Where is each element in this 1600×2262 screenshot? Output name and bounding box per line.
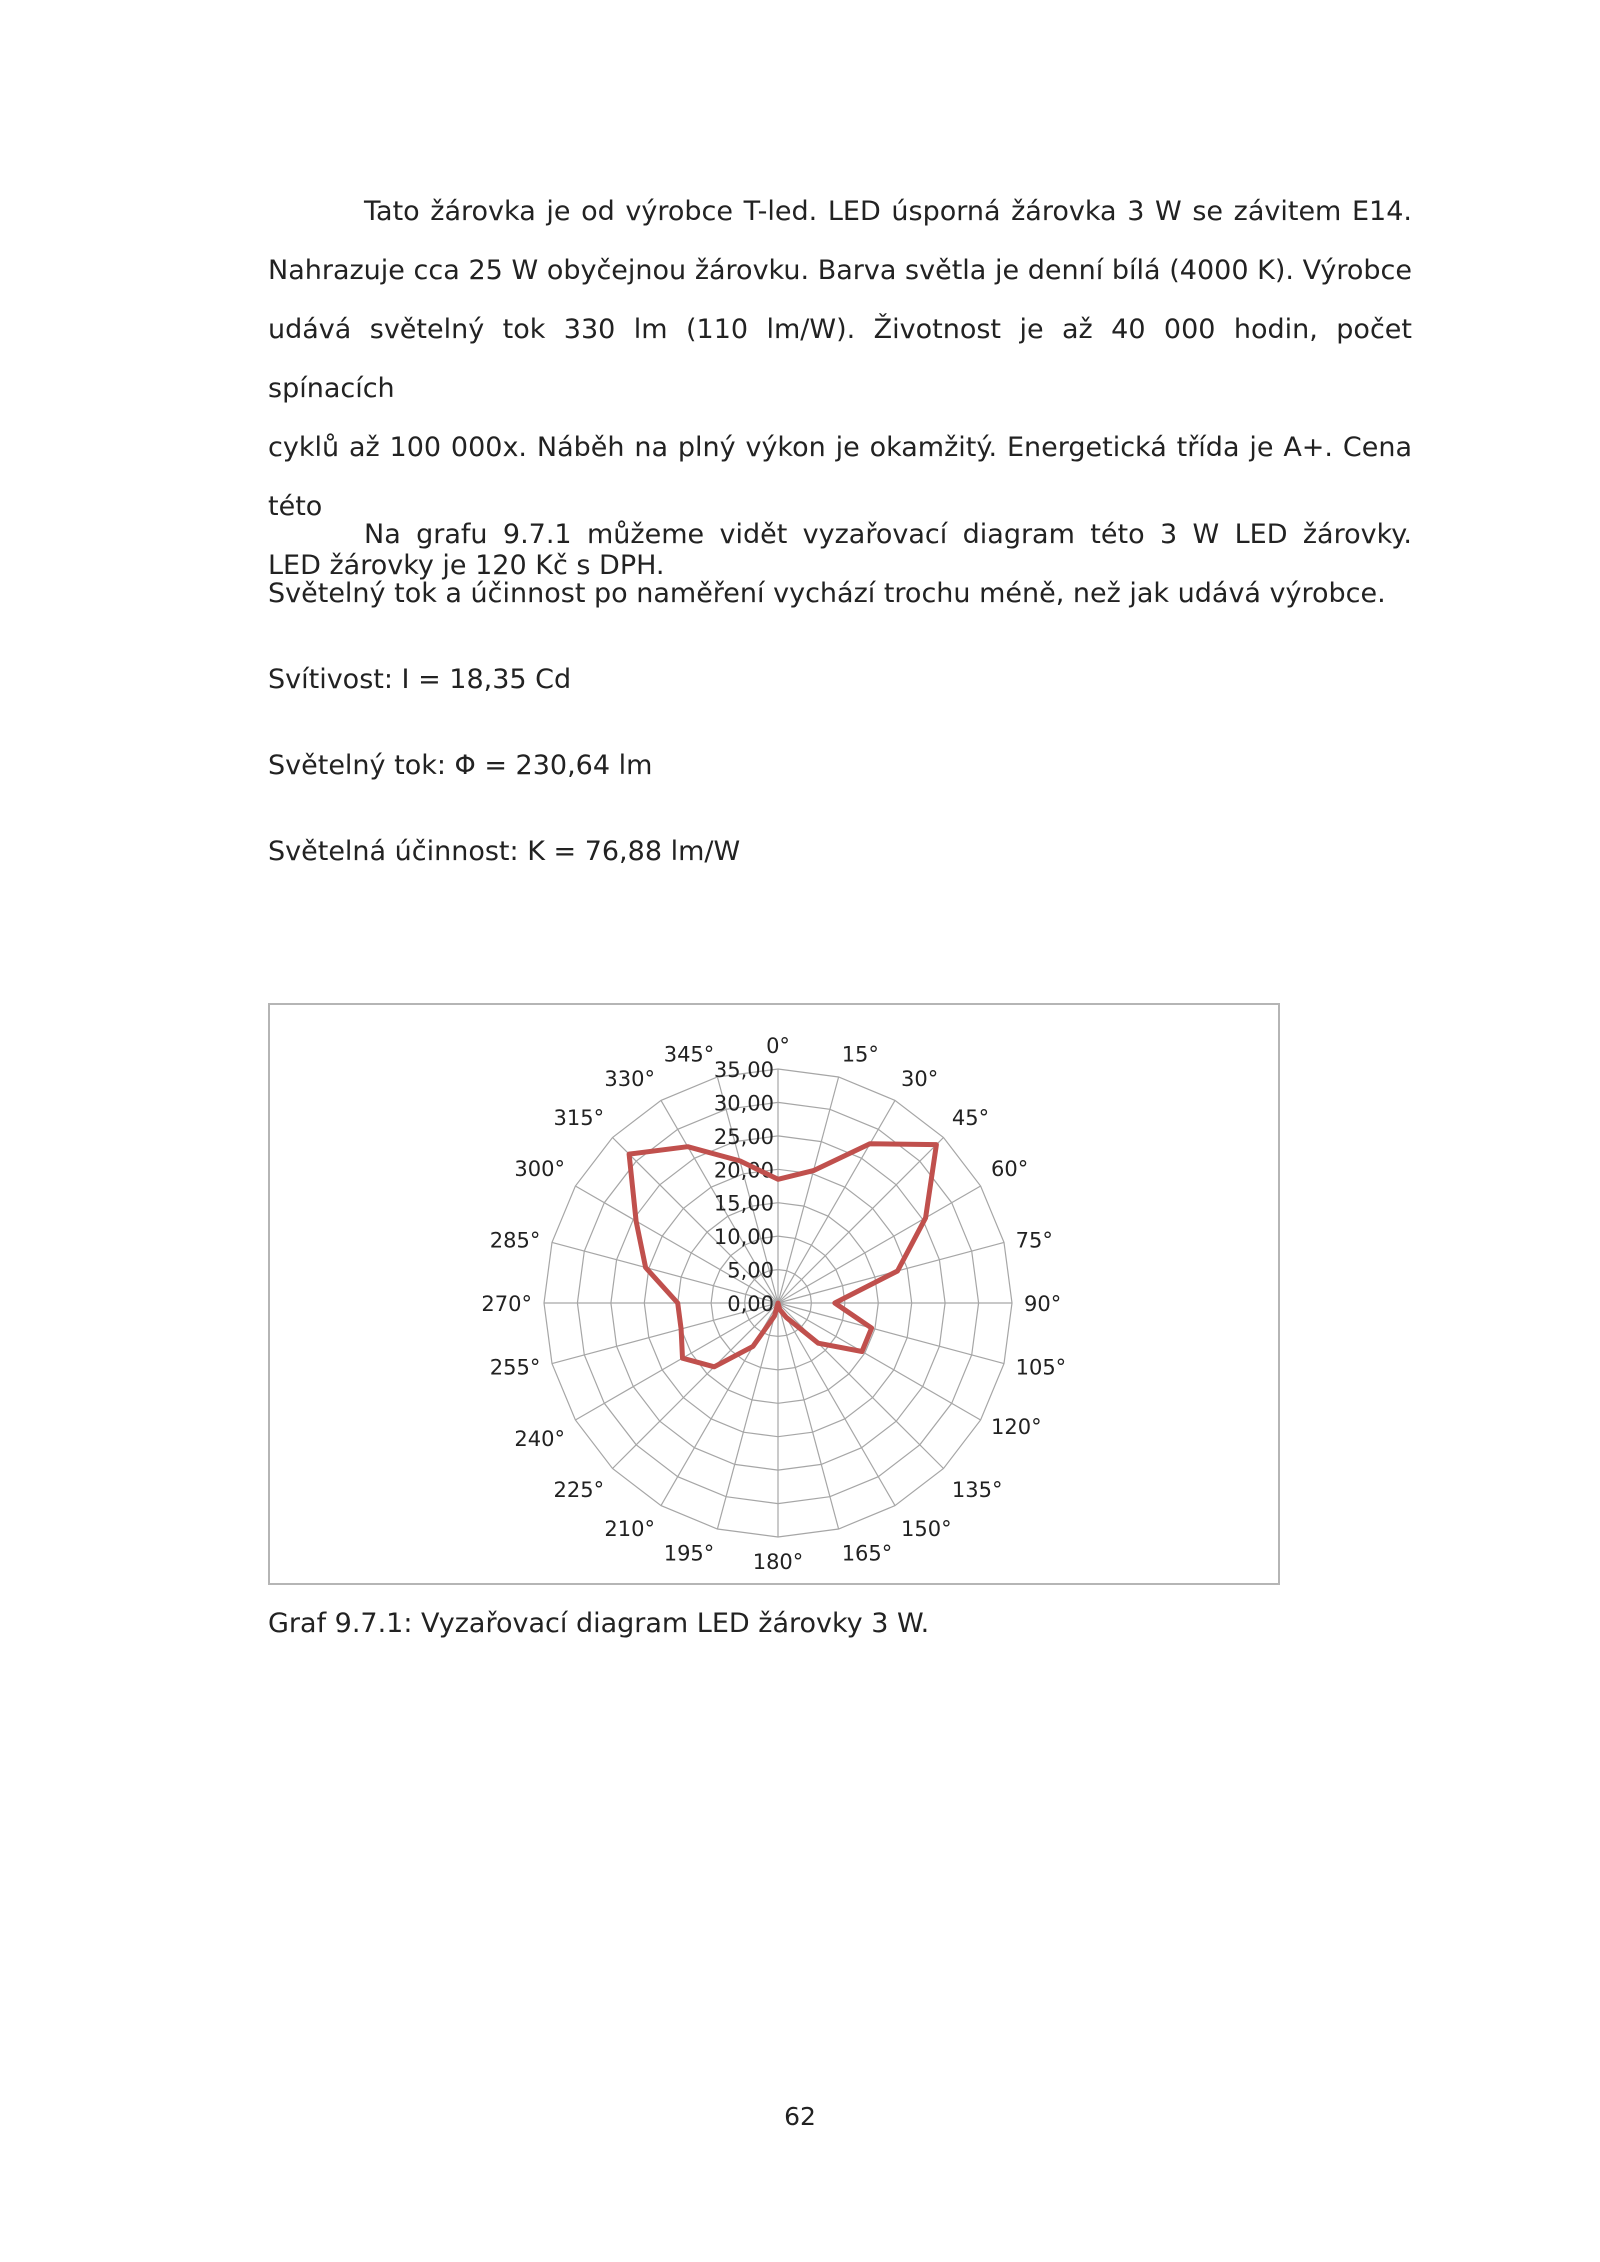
grid-spoke [778,1303,1004,1364]
angle-label: 90° [1024,1292,1062,1316]
luminous-intensity: Svítivost: I = 18,35 Cd [268,664,572,695]
radial-tick-label: 20,00 [713,1158,774,1183]
radial-tick-label: 35,00 [713,1058,774,1082]
angle-label: 255° [489,1355,541,1380]
grid-spoke [778,1100,895,1303]
text-line: Světelný tok a účinnost po naměření vychází trochu méně, než jak udává výrobce. [268,578,1386,609]
angle-label: 30° [901,1067,939,1091]
angle-label: 60° [991,1157,1029,1181]
angle-label: 270° [481,1292,532,1316]
angle-label: 195° [663,1541,715,1566]
text-line: cyklů až 100 000x. Náběh na plný výkon je okamžitý. Energetická třída je A+. Cena této [268,432,1412,522]
angle-label: 330° [604,1067,655,1091]
angle-label: 210° [604,1517,655,1541]
angle-label: 120° [991,1415,1042,1439]
text-line: Nahrazuje cca 25 W obyčejnou žárovku. Barva světla je denní bílá (4000 K). Výrobce [268,255,1412,286]
radial-tick-label: 25,00 [713,1124,774,1149]
angle-label: 225° [553,1477,605,1502]
grid-spoke [778,1303,981,1420]
angle-label: 150° [901,1517,952,1541]
text-line: Na grafu 9.7.1 můžeme vidět vyzařovací diagram této 3 W LED žárovky. [364,519,1412,550]
text-line: LED žárovky je 120 Kč s DPH. [268,550,665,581]
angle-label: 300° [514,1157,565,1181]
radiation-chart [268,1003,1280,1585]
grid-spoke [778,1303,895,1506]
grid-spoke [778,1138,944,1304]
radial-tick-label: 5,00 [727,1258,774,1283]
angle-label: 180° [752,1550,804,1574]
grid-spoke [778,1077,839,1303]
angle-label: 315° [553,1106,605,1131]
angle-label: 135° [951,1477,1003,1502]
angle-label: 15° [841,1042,879,1067]
angle-label: 165° [841,1541,893,1566]
radial-tick-label: 10,00 [713,1225,774,1250]
angle-label: 45° [951,1106,990,1131]
radial-tick-label: 15,00 [713,1191,774,1216]
angle-label: 345° [663,1042,715,1067]
luminous-flux: Světelný tok: Φ = 230,64 lm [268,750,653,781]
angle-label: 285° [489,1228,541,1253]
page-number: 62 [784,2102,816,2131]
angle-label: 240° [514,1427,565,1451]
angle-label: 75° [1015,1228,1053,1253]
grid-spoke [717,1303,778,1529]
radar-chart-svg [270,1005,1278,1583]
text-line: udává světelný tok 330 lm (110 lm/W). Životnost je až 40 000 hodin, počet spínacích [268,314,1412,404]
angle-label: 105° [1015,1355,1067,1380]
angle-label: 0° [766,1034,790,1058]
grid-spoke [575,1303,778,1420]
grid-spoke [613,1303,779,1469]
radial-tick-label: 0,00 [727,1292,774,1316]
luminous-efficacy: Světelná účinnost: K = 76,88 lm/W [268,836,741,867]
paragraph-chart-intro [268,505,1412,623]
radial-tick-label: 30,00 [713,1091,774,1116]
chart-caption: Graf 9.7.1: Vyzařovací diagram LED žárovky 3 W. [268,1608,930,1639]
grid-spoke [778,1186,981,1303]
text-line: Tato žárovka je od výrobce T-led. LED úsporná žárovka 3 W se závitem E14. [364,196,1412,227]
